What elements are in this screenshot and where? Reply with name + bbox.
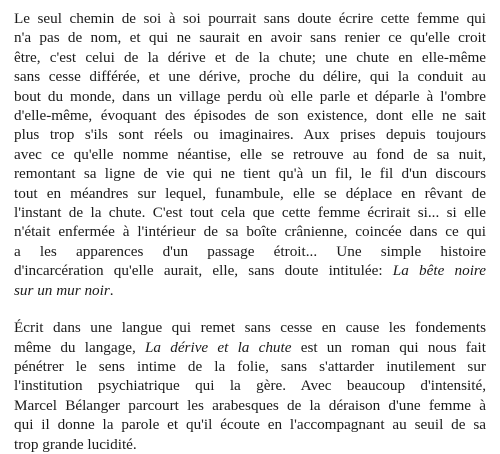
text-line: l'institution psychiatrique qui la gère. Avec beaucoup d'intensité, bbox=[14, 377, 486, 395]
text-line: a les apparences d'un passage étroit... Une simple histoire bbox=[14, 242, 486, 260]
text-line bbox=[14, 261, 486, 280]
text-line: avec ce qu'elle nomme néantise, elle se retrouve au fond de sa nuit, bbox=[14, 145, 486, 163]
text-line: d'elle-même, évoquant des épisodes de son existence, dont elle ne sait bbox=[14, 107, 486, 125]
paragraph-2 bbox=[14, 318, 486, 454]
text-segment: est un roman qui nous fait bbox=[300, 338, 486, 356]
text-line: tout en méandres sur lequel, funambule, elle se déplace en rêvant de bbox=[14, 184, 486, 202]
text-line: sans cesse différée, et une dérive, proche du délire, qui la conduit au bbox=[14, 68, 486, 86]
novel-title-italic: La dérive et la chute bbox=[144, 338, 292, 356]
text-segment: d'incarcération qu'elle aurait, elle, sans doute intitulée: bbox=[14, 262, 383, 280]
text-line: qui il donne la parole et qu'il écoute en l'accompagnant au seuil de sa bbox=[14, 416, 486, 434]
text-line bbox=[14, 281, 486, 300]
text-line: trop grande lucidité. bbox=[14, 435, 137, 453]
book-title-italic: sur un mur noir bbox=[14, 281, 110, 299]
text-line: Marcel Bélanger parcourt les arabesques de la déraison d'une femme à bbox=[14, 396, 486, 414]
end-punctuation: . bbox=[109, 281, 114, 299]
text-line: être, c'est celui de la dérive et de la chute; une chute en elle-même bbox=[14, 48, 486, 66]
text-line bbox=[14, 338, 486, 357]
text-line: Écrit dans une langue qui remet sans cesse en cause les fondements bbox=[14, 319, 486, 337]
book-title-italic: La bête noire bbox=[392, 262, 486, 280]
text-line: n'était enfermée à l'intérieur de sa boîte crânienne, coincée dans ce qui bbox=[14, 223, 486, 241]
text-line: bout du monde, dans un village perdu où elle parle et déparle à l'ombre bbox=[14, 87, 486, 105]
text-segment: même du langage, bbox=[14, 338, 136, 356]
text-line: remontant sa ligne de vie qui ne tient qu'à un fil, le fil d'un discours bbox=[14, 165, 486, 183]
paragraph-1 bbox=[14, 9, 486, 300]
text-line: Le seul chemin de soi à soi pourrait sans doute écrire cette femme qui bbox=[14, 10, 486, 27]
text-line: pénétrer le sens intime de la folie, sans s'attarder inutilement sur bbox=[14, 357, 486, 375]
text-line: l'instant de la chute. C'est tout cela que cette femme écrirait si... si elle bbox=[14, 204, 486, 222]
text-line: n'a pas de nom, et qui ne saurait en avoir sans renier ce qu'elle croit bbox=[14, 29, 486, 47]
text-line: plus trop s'ils sont réels ou imaginaires. Aux prises depuis toujours bbox=[14, 126, 486, 144]
